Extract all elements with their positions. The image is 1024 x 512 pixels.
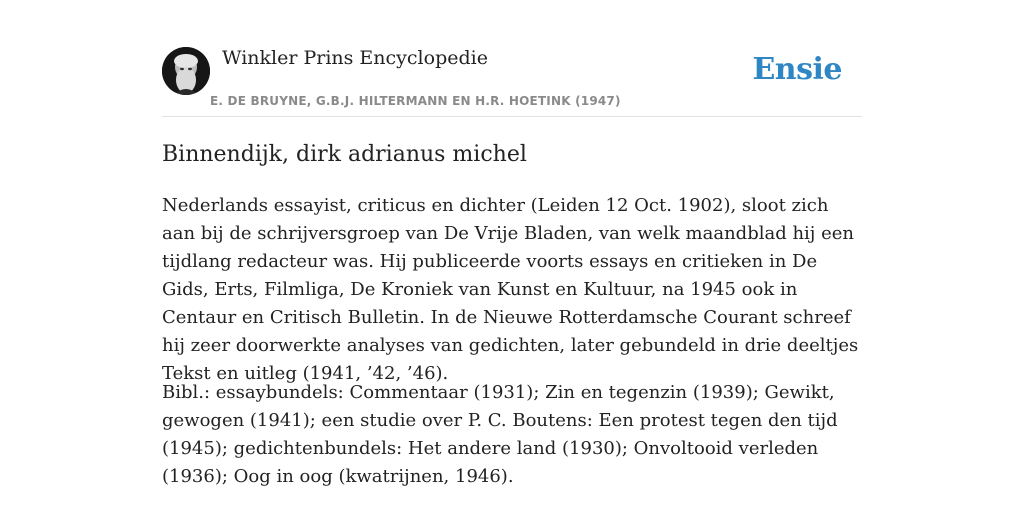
author-avatar[interactable] bbox=[162, 47, 210, 95]
entry-title: Binnendijk, dirk adrianus michel bbox=[162, 142, 527, 167]
portrait-image bbox=[162, 47, 210, 95]
entry-paragraph: Nederlands essayist, criticus en dichter (Leiden 12 Oct. 1902), sloot zich aan bij de schrijversgroep van De Vrije Bladen, van welk maandblad hij een tijdlang redacteur was. Hij publiceerde voorts essays en critieken in De Gids, Erts, Filmliga, De Kroniek van Kunst en Kultuur, na 1945 ook in Centaur en Critisch Bulletin. In de Nieuwe Rotterdamsche Courant schreef hij zeer doorwerkte analyses van gedichten, later gebundeld in drie deeltjes Tekst en uitleg (1941, ’42, ’46). bbox=[162, 195, 859, 384]
header bbox=[162, 46, 862, 117]
book-title[interactable]: Winkler Prins Encyclopedie bbox=[222, 47, 488, 69]
authors-line: E. DE BRUYNE, G.B.J. HILTERMANN EN H.R. HOETINK (1947) bbox=[210, 94, 621, 108]
ensie-logo[interactable]: Ensie bbox=[752, 52, 842, 87]
bibliography-paragraph: Bibl.: essaybundels: Commentaar (1931); Zin en tegenzin (1939); Gewikt, gewogen (1941); een studie over P. C. Boutens: Een protest tegen den tijd (1945); gedichtenbundels: Het andere land (1930); Onvoltooid verleden (1936); Oog in oog (kwatrijnen, 1946). bbox=[162, 382, 838, 487]
